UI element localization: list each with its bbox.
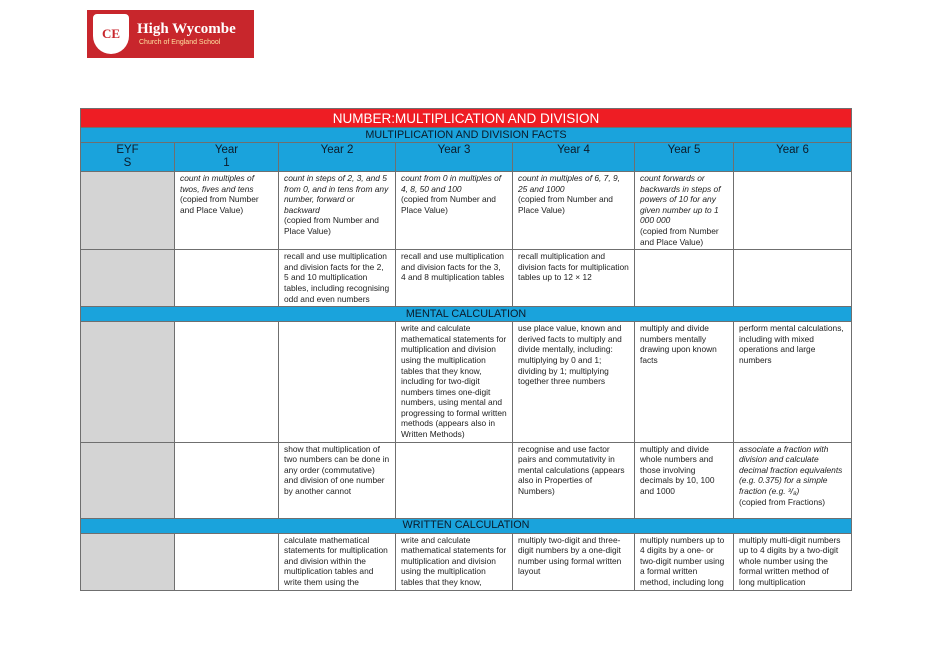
section-header-facts: MULTIPLICATION AND DIVISION FACTS: [81, 128, 852, 143]
cell-year-3: recall and use multiplication and division facts for the 3, 4 and 8 multiplication tables: [396, 250, 513, 307]
eyfs-cell: [81, 172, 175, 250]
cell-year-5: multiply and divide whole numbers and those involving decimals by 10, 100 and 1000: [635, 442, 734, 518]
cell-year-5: multiply and divide numbers mentally drawing upon known facts: [635, 322, 734, 443]
cell-year-2: [279, 322, 396, 443]
cell-year-2: calculate mathematical statements for multiplication and division within the multiplication tables and write them using the: [279, 533, 396, 590]
school-logo: [87, 10, 254, 58]
eyfs-cell: [81, 250, 175, 307]
cell-year-1: [175, 322, 279, 443]
header-eyfs: EYF S: [81, 143, 175, 172]
cell-year-5: [635, 250, 734, 307]
header-year-3: Year 3: [396, 143, 513, 172]
cell-year-1: [175, 250, 279, 307]
header-year-6: Year 6: [734, 143, 852, 172]
cell-year-2: recall and use multiplication and division facts for the 2, 5 and 10 multiplication tables, including recognising odd and even numbers: [279, 250, 396, 307]
year-header-row: [81, 143, 852, 172]
logo-text: [137, 21, 236, 47]
cell-year-6: associate a fraction with division and calculate decimal fraction equivalents (e.g. 0.375) for a simple fraction (e.g. ³/₈) (copied from Fractions): [734, 442, 852, 518]
table-row: [81, 442, 852, 518]
cell-year-3: write and calculate mathematical statements for multiplication and division using the multiplication tables that they know, including for two-digit numbers times one-digit numbers, using mental and progressing to formal written methods (appears also in Written Methods): [396, 322, 513, 443]
cell-year-5: count forwards or backwards in steps of powers of 10 for any given number up to 1 000 000 (copied from Number and Place Value): [635, 172, 734, 250]
cell-year-3: count from 0 in multiples of 4, 8, 50 and 100 (copied from Number and Place Value): [396, 172, 513, 250]
school-crest-icon: CE: [93, 14, 129, 54]
eyfs-cell: [81, 322, 175, 443]
eyfs-cell: [81, 533, 175, 590]
cell-year-4: count in multiples of 6, 7, 9, 25 and 1000 (copied from Number and Place Value): [513, 172, 635, 250]
cell-year-5: multiply numbers up to 4 digits by a one- or two-digit number using a formal written method, including long: [635, 533, 734, 590]
cell-year-6: [734, 250, 852, 307]
table-row: [81, 533, 852, 590]
table-row: [81, 172, 852, 250]
cell-year-4: use place value, known and derived facts to multiply and divide mentally, including: multiplying by 0 and 1; dividing by 1; multiplying together three numbers: [513, 322, 635, 443]
school-subtitle: Church of England School: [139, 39, 221, 46]
cell-year-3: write and calculate mathematical statements for multiplication and division using the multiplication tables that they know,: [396, 533, 513, 590]
cell-year-2: count in steps of 2, 3, and 5 from 0, and in tens from any number, forward or backward (copied from Number and Place Value): [279, 172, 396, 250]
curriculum-table: [80, 108, 852, 591]
eyfs-cell: [81, 442, 175, 518]
cell-year-4: multiply two-digit and three-digit numbers by a one-digit number using formal written layout: [513, 533, 635, 590]
section-header-written: WRITTEN CALCULATION: [81, 518, 852, 533]
cell-year-6: perform mental calculations, including with mixed operations and large numbers: [734, 322, 852, 443]
header-year-2: Year 2: [279, 143, 396, 172]
header-year-4: Year 4: [513, 143, 635, 172]
cell-year-2: show that multiplication of two numbers can be done in any order (commutative) and division of one number by another cannot: [279, 442, 396, 518]
cell-year-1: count in multiples of twos, fives and tens (copied from Number and Place Value): [175, 172, 279, 250]
section-header-mental: MENTAL CALCULATION: [81, 307, 852, 322]
cell-year-6: [734, 172, 852, 250]
cell-year-1: [175, 442, 279, 518]
header-year-1: Year 1: [175, 143, 279, 172]
cell-year-4: recall multiplication and division facts for multiplication tables up to 12 × 12: [513, 250, 635, 307]
table-row: [81, 250, 852, 307]
cell-year-1: [175, 533, 279, 590]
cell-year-4: recognise and use factor pairs and commutativity in mental calculations (appears also in Properties of Numbers): [513, 442, 635, 518]
school-name: High Wycombe: [137, 21, 236, 37]
table-title: NUMBER:MULTIPLICATION AND DIVISION: [81, 109, 852, 128]
header-year-5: Year 5: [635, 143, 734, 172]
cell-year-3: [396, 442, 513, 518]
table-row: [81, 322, 852, 443]
cell-year-6: multiply multi-digit numbers up to 4 digits by a two-digit whole number using the formal written method of long multiplication: [734, 533, 852, 590]
